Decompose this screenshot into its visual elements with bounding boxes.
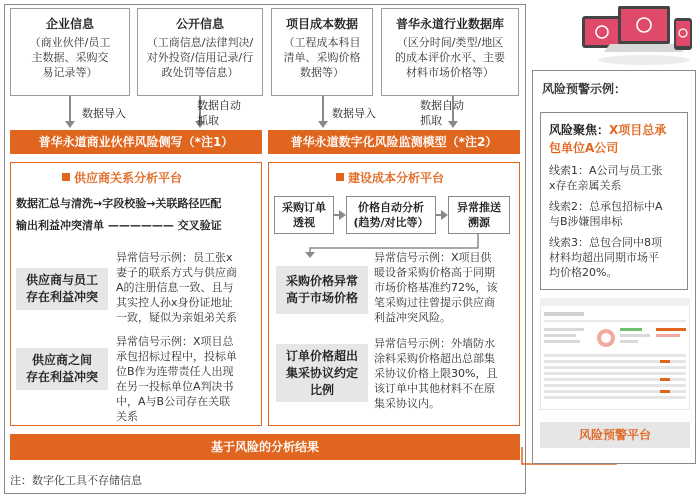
arrow-down-icon <box>318 96 328 128</box>
source-title: 普华永道行业数据库 <box>395 17 504 31</box>
arrow-label-auto-fetch: 数据自动 抓取 <box>420 99 464 127</box>
pipeline-line: 输出利益冲突清单 —————— 交叉验证 <box>16 219 222 232</box>
case-label: 供应商之间 存在利益冲突 <box>16 348 108 390</box>
source-title: 企业信息 <box>45 17 94 31</box>
arrow-down-icon <box>65 96 75 128</box>
source-desc: （商业伙伴/员工 主数据、采购交 易记录等） <box>29 36 111 79</box>
warning-example-card <box>540 112 688 290</box>
clue-item: 线索3：总包合同中8项 材料均超出同期市场平 均价格20%。 <box>549 236 662 279</box>
case-label: 订单价格超出 集采协议约定 比例 <box>276 344 368 402</box>
right-model-bar: 普华永道数字化风险监测模型（*注2） <box>268 130 520 154</box>
case-label: 供应商与员工 存在利益冲突 <box>16 268 108 310</box>
source-desc: （区分时间/类型/地区 的成本评价水平、主要 材料市场价格等） <box>395 36 505 79</box>
tablet-icon <box>582 16 622 48</box>
warning-title: 风险预警示例： <box>542 82 627 96</box>
supplier-platform-heading: 供应商关系分析平台 <box>62 170 182 186</box>
case-label: 采购价格异常 高于市场价格 <box>276 266 368 314</box>
arrow-label-auto-fetch: 数据自动 抓取 <box>197 99 241 127</box>
source-desc: （工商信息/法律判决/ 对外投资/信用记录/行 政处罚等信息） <box>146 36 254 79</box>
square-bullet-icon <box>336 173 344 181</box>
source-desc: （工程成本科目 清单、采购价格 数据等） <box>283 36 361 79</box>
source-public-info <box>137 8 263 96</box>
dashboard-thumbnail <box>540 298 690 410</box>
arrow-right-icon <box>436 210 448 220</box>
case-description: 异常信号示例：X项目总 承包招标过程中，投标单 位B作为连带责任人出现 在另一投标单位A判决书 中，A与B公司存在关联 关系 <box>116 335 237 423</box>
source-industry-database <box>381 8 519 96</box>
case-description: 异常信号示例：员工张x 妻子的联系方式与供应商 A的注册信息一致、且与 其实控人孙x身份证地址 一致，疑似为亲姐弟关系 <box>116 251 237 324</box>
risk-focus: 风险聚焦：X项目总承 包单位A公司 <box>549 123 667 155</box>
flow-step-price-analysis: 价格自动分析 (趋势/对比等） <box>346 196 436 234</box>
arrow-label-data-import: 数据导入 <box>332 107 376 120</box>
flow-step-anomaly-trace: 异常推送 溯源 <box>448 196 510 234</box>
left-model-bar: 普华永道商业伙伴风险侧写（*注1） <box>10 130 262 154</box>
square-bullet-icon <box>62 173 70 181</box>
source-title: 公开信息 <box>175 17 224 31</box>
risk-result-bar: 基于风险的分析结果 <box>10 434 520 460</box>
case-description: 异常信号示例：X项目供 暖设备采购价格高于同期 市场价格基准约72%，该 笔采购过往曾提示供应商 利益冲突风险。 <box>374 251 498 324</box>
phone-icon <box>674 18 692 50</box>
clue-item: 线索2：总承包招标中A 与B涉嫌围串标 <box>549 200 663 228</box>
case-description: 异常信号示例：外墙防水 涂料采购价格超出总部集 采协议价格上限30%，且 该订单中其他材料不在原 集采协议内。 <box>374 337 498 410</box>
arrow-label-data-import: 数据导入 <box>82 107 126 120</box>
source-enterprise-info <box>10 8 130 96</box>
pipeline-steps <box>16 196 260 234</box>
flow-step-order-review: 采购订单 透视 <box>274 196 334 234</box>
arrow-right-icon <box>334 210 346 220</box>
cost-platform-heading: 建设成本分析平台 <box>336 170 444 186</box>
clue-item: 线索1：A公司与员工张 x存在亲属关系 <box>549 164 663 192</box>
source-title: 项目成本数据 <box>285 17 358 31</box>
source-project-cost <box>271 8 373 96</box>
pipeline-line: 数据汇总与清洗→字段校验→关联路径匹配 <box>16 197 222 210</box>
devices-illustration <box>580 4 696 70</box>
warning-platform-button[interactable]: 风险预警平台 <box>540 422 690 448</box>
footnote: 注：数字化工具不存储信息 <box>10 474 142 487</box>
